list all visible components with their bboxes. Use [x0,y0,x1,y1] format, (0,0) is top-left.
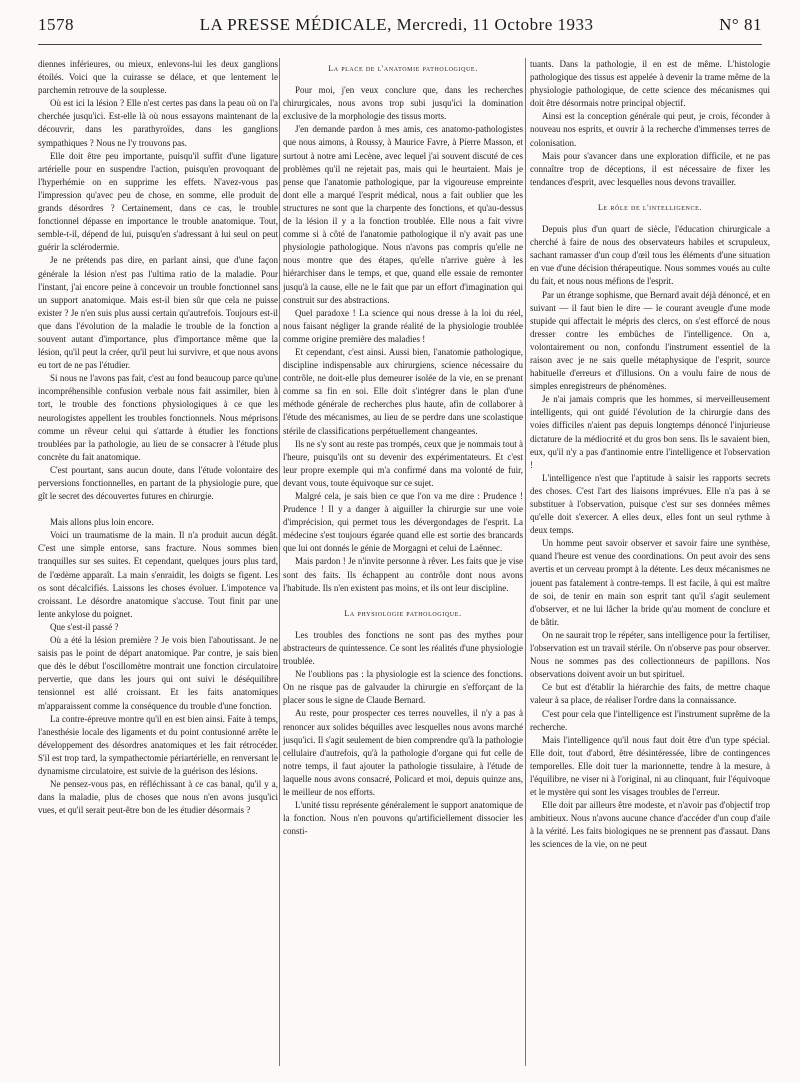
paragraph: Et cependant, c'est ainsi. Aussi bien, l'anatomie pathologique, discipline indispensable aux chirurgiens, science nécessaire du contrôle, ne doit-elle plus demeurer isolée de la vie, en se prenant comme sa fin en soi. Elle doit s'intégrer dans le plan d'une méthode générale de recherches plus haute, afin de collaborer à l'étude des mécanismes, au lieu de se perdre dans une scolastique stérile de classifications perpétuellement changeantes. [283,346,523,436]
paragraph: Par un étrange sophisme, que Bernard avait déjà dénoncé, et en suivant — il faut bien le dire — le courant aveugle d'une mode stupide qui affectait le mépris des clercs, on s'est efforcé de nous dresser contre les embûches de l'intelligence. On a, volontairement ou non, confondu l'instrument essentiel de la raison avec je ne sais quelle métaphysique de l'esprit, source habituelle d'erreurs et d'illusions. On a voulu faire de nous de simples enregistreurs de phénomènes. [530,289,770,392]
paragraph: Mais pardon ! Je n'invite personne à rêver. Les faits que je vise sont des faits. Ils échappent au contrôle dont nous avons l'habitude. Ils n'en existent pas moins, et ils ont leur discipline. [283,556,523,593]
paragraph: Mais pour s'avancer dans une exploration difficile, et ne pas connaître trop de déceptions, il est nécessaire de fixer les tendances d'esprit, avec lesquelles nous devons travailler. [530,150,770,187]
paragraph: Elle doit être peu importante, puisqu'il suffit d'une ligature artérielle pour en suspendre l'action, puisqu'en provoquant de l'hyperhémie on en supprime les effets. N'avez-vous pas l'impression qu'avec peu de chose, en somme, elle produit de grands désordres ? Certainement, dans ce cas, le trouble fonctionnel dépasse en importance le trouble anatomique. Tout, semble-t-il, dépend de lui, puisqu'en s'adressant à lui seul on peut guérir la sclérodermie. [38,150,278,253]
paragraph: Elle doit par ailleurs être modeste, et n'avoir pas d'objectif trop ambitieux. Nous n'avons aucune chance d'accéder d'un coup d'aile à la vérité. Les faits biologiques ne se prennent pas d'assaut. Dans les sciences de la vie, on ne peut [530,800,770,850]
paragraph: Ce but est d'établir la hiérarchie des faits, de mettre chaque valeur à sa place, de réaliser l'ordre dans la connaissance. [530,682,770,706]
paragraph: Ne pensez-vous pas, en réfléchissant à ce cas banal, qu'il y a, dans la maladie, plus de choses que nous n'en avons jusqu'ici vues, et qu'il serait peut-être bon de les étudier désormais ? [38,779,278,816]
paragraph: C'est pourtant, sans aucun doute, dans l'étude volontaire des perversions fonctionnelles, en partant de la physiologie pure, que gît le secret des découvertes futures en chirurgie. [38,464,278,502]
paragraph: Mais allons plus loin encore. [50,517,154,528]
paragraph: Je n'ai jamais compris que les hommes, si merveilleusement intelligents, qui ont guidé l'évolution de la chirurgie dans des voies difficiles n'aient pas depuis longtemps dénoncé l'injurieuse dictature de la médiocrité et du gros bon sens. Ils le savaient bien, eux, qu'il n'y a pas d'antinomie entre l'intelligence et l'observation ! [530,394,770,470]
paragraph: On ne saurait trop le répéter, sans intelligence pour la fertiliser, l'observation est un travail stérile. On n'observe pas pour observer. Nous ne sommes pas des collectionneurs de papillons. Nos observations doivent avoir un but spirituel. [530,629,770,680]
column-3 [530,58,770,1066]
paragraph: tuants. Dans la pathologie, il en est de même. L'histologie pathologique des tissus est appelée à devenir la trame même de la physiologie pathologique, de cette science des mécanismes qui doit être désormais notre principal objectif. [530,59,770,109]
paragraph: Pour moi, j'en veux conclure que, dans les recherches chirurgicales, nous avons trop subi jusqu'ici la domination exclusive de la morphologie des tissus morts. [283,85,523,122]
paragraph: L'unité tissu représente généralement le support anatomique de la fonction. Nous n'en pouvons qu'artificiellement dissocier les consti- [283,800,523,837]
paragraph: diennes inférieures, ou mieux, enlevons-lui les deux ganglions étoilés. Voici que la cuirasse se délace, et que lentement le parchemin retrouve de la souplesse. [38,59,278,96]
column-1 [38,58,278,1066]
column-divider [279,58,280,1066]
paragraph: La contre-épreuve montre qu'il en est bien ainsi. Faite à temps, l'anesthésie locale des ligaments et du point contusionné arrête le développement des désordres anatomiques et les fait rétrocéder. S'il est trop tard, la sympathectomie périartérielle, en renversant le dynamisme circulatoire, est suivie de la guérison des lésions. [38,713,278,776]
paragraph: Ne l'oublions pas : la physiologie est la science des fonctions. On ne risque pas de galvauder la chirurgie en s'efforçant de la placer sous le signe de Claude Bernard. [283,669,523,706]
paragraph: Ils ne s'y sont au reste pas trompés, ceux que je nommais tout à l'heure, puisqu'ils ont su devenir des expérimentateurs. Et c'est leur propre exemple qui m'a confirmé dans ma volonté de fuir, devant vous, toute équivoque sur ce sujet. [283,438,523,488]
paragraph: Mais l'intelligence qu'il nous faut doit être d'un type spécial. Elle doit, tout d'abord, être désintéressée, libre de contingences temporelles. Elle doit tuer la marionnette, tendre à la mesure, à l'équilibre, ne viser ni à l'original, ni au clinquant, fuir l'équivoque et le mystère qui sont les visages troubles de l'erreur. [530,734,770,798]
paragraph: Au reste, pour prospecter ces terres nouvelles, il n'y a pas à renoncer aux solides béquilles avec lesquelles nous avons marché jusqu'ici. Il s'agit seulement de bien comprendre qu'à la pathologie cellulaire d'autrefois, qu'à la pathologie d'organe qui fut celle de notre temps, il faut ajouter la pathologie tissulaire, à l'étude de laquelle nous avons consacré, Policard et moi, depuis quinze ans, le meilleur de nos efforts. [283,708,523,797]
page-number: 1578 [38,15,74,34]
column-2 [283,58,523,1066]
section-heading: La place de l'anatomie pathologique. [328,64,478,73]
column-divider [525,58,526,1066]
paragraph: Malgré cela, je sais bien ce que l'on va me dire : Prudence ! Prudence ! Il y a danger à aiguiller la chirurgie sur une voie d'imprécision, qui permet tous les dévergondages de l'esprit. La médecine s'est toujours égarée quand elle est sortie des brancards que lui ont donnés le génie de Morgagni et celui de Laënnec. [283,491,523,554]
paragraph: Que s'est-il passé ? [50,621,119,632]
paragraph: Les troubles des fonctions ne sont pas des mythes pour abstracteurs de quintessence. Ce sont les réalités d'une physiologie troublée. [283,629,523,667]
paragraph: Où a été la lésion première ? Je vois bien l'aboutissant. Je ne saisis pas le point de départ anatomique. Par contre, je sais bien que dès le début l'oscillomètre montrait une fonction circulatoire pervertie, que dans les jours qui ont suivi le déséquilibre tensionnel est allé croissant. Et les faits anatomiques m'apparaissent comme la conséquence du trouble d'une fonction. [38,635,278,711]
section-heading: Le rôle de l'intelligence. [598,202,702,212]
paragraph: C'est pour cela que l'intelligence est l'instrument suprême de la recherche. [530,708,770,732]
paragraph: Où est ici la lésion ? Elle n'est certes pas dans la peau où on l'a cherchée jusqu'ici. Est-elle là où nous essayons maintenant de la découvrir, dans les parathyroïdes, dans les ganglions sympathiques ? Nous ne l'y trouvons pas. [38,98,278,148]
page-header [38,10,762,40]
issue-number: N° 81 [719,15,762,34]
paragraph: Je ne prétends pas dire, en parlant ainsi, que d'une façon générale la lésion n'est pas l'ultima ratio de la maladie. Pour l'instant, j'ai encore peine à concevoir un trouble fonctionnel sans un support anatomique. Mais est-il bien sûr que cela ne puisse exister ? Je n'en suis plus aussi certain qu'autrefois. Toujours est-il que dans l'évolution de la maladie le trouble de la fonction a souvent autant d'importance, plus d'importance même que la lésion, qu'il peut la créer, qu'il peut lui survivre, et que nous avons eu tort de ne pas l'étudier. [38,255,278,371]
paragraph: Ainsi est la conception générale qui peut, je crois, féconder à nouveau nos esprits, et ouvrir à la recherche d'immenses terres de colonisation. [530,111,770,148]
paragraph: Quel paradoxe ! La science qui nous dresse à la loi du réel, nous faisant négliger la grande réalité de la physiologie troublée comme origine première des maladies ! [283,307,523,344]
paragraph: J'en demande pardon à mes amis, ces anatomo-pathologistes que nous aimons, à Roussy, à Maurice Favre, à Pierre Masson, et surtout à notre ami Lecène, avec lequel j'ai souvent discuté de ces problèmes qu'il ne rejetait pas, mais qui le heurtaient. Mais je pense que l'anatomie pathologique, par la vigoureuse empreinte dont elle a marqué l'esprit médical, nous a fait oublier que les structures ne sont que la charpente des fonctions, et qu'au-dessus de la lésion il y a la fonction troublée. Elle nous a fait vivre comme si à côté de l'anatomie pathologique il n'y avait pas une physiologie pathologique. Nous n'avons pas compris qu'elle ne nous montre que des étapes, qu'elle n'arrive guère à les hiérarchiser dans le temps, et que, quand elle essaie de remonter jusqu'à la cause, elle ne le fait que par un effort d'imagination qui construit sur des abstractions. [283,124,523,305]
publication-title: LA PRESSE MÉDICALE, Mercredi, 11 Octobre 1933 [199,15,594,34]
paragraph: Depuis plus d'un quart de siècle, l'éducation chirurgicale a cherché à faire de nous des observateurs habiles et scrupuleux, sachant ramasser d'un coup d'œil tous les éléments d'une situation en vue d'une décision thérapeutique. Nous sommes voués au culte du fait, et nous nous méfions de l'esprit. [530,224,770,287]
paragraph: Voici un traumatisme de la main. Il n'a produit aucun dégât. C'est une simple entorse, sans fracture. Nous sommes bien tranquilles sur ses suites. Et cependant, quelques jours plus tard, de l'œdème apparaît. La main s'enraidit, les doigts se figent. Les os sont décalcifiés. Laissons les choses évoluer. L'impotence va croissant. Le désordre anatomique s'accuse. Tout finit par une lente ankylose du poignet. [38,530,278,619]
paragraph: Un homme peut savoir observer et savoir faire une synthèse, quand l'heure est venue des coordinations. On peut avoir des sens avertis et un cerveau prompt à la détente. Les deux mécanismes ne jouent pas fatalement à contre-temps. Il est facile, à qui est maître de soi, de tenir en main son esprit tant qu'il s'agit seulement d'observer, et ne lui lâcher la bride qu'au moment de conclure et de bâtir. [530,538,770,627]
paragraph: L'intelligence n'est que l'aptitude à saisir les rapports secrets des choses. C'est l'art des liaisons imprévues. Elle n'a pas à se substituer à l'observation, puisque c'est sur ses données mêmes qu'elle doit s'exercer. A elles deux, elles font un seul rythme à deux temps. [530,472,770,536]
header-rule [38,44,762,45]
paragraph: Si nous ne l'avons pas fait, c'est au fond beaucoup parce qu'une incompréhensible confusion verbale nous fait assimiler, bien à tort, le trouble des fonctions physiologiques à ce que les neurologistes appellent les troubles fonctionnels. Nous méprisons comme un rêveur celui qui s'attarde à étudier les fonctions troublées par la pathologie, au lieu de se consacrer à l'étude plus concrète du fait anatomique. [38,373,278,462]
section-heading: La physiologie pathologique. [344,608,462,618]
